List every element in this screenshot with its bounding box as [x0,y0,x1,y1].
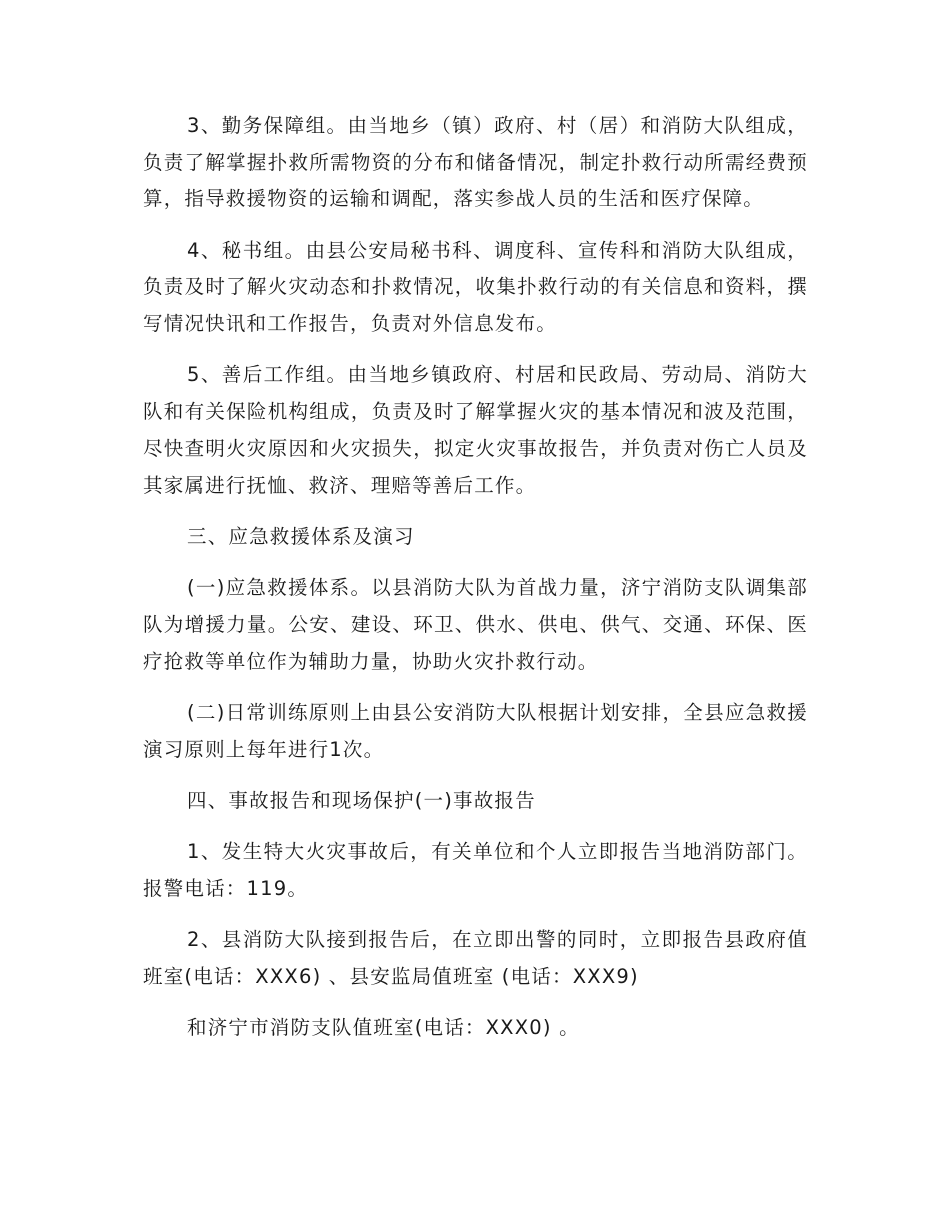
section-heading-accident-report: 四、事故报告和现场保护(一)事故报告 [187,788,536,812]
section-heading-rescue-system: 三、应急救援体系及演习 [187,524,415,548]
paragraph-daily-training: (二)日常训练原则上由县公安消防大队根据计划安排，全县应急救援演习原则上每年进行1次。 [143,700,808,761]
paragraph-rescue-system: (一)应急救援体系。以县消防大队为首战力量，济宁消防支队调集部队为增援力量。公安、建设、环卫、供水、供电、供气、交通、环保、医疗抢救等单位作为辅助力量，协助火灾扑救行动。 [143,576,808,673]
paragraph-aftermath-group: 5、善后工作组。由当地乡镇政府、村居和民政局、劳动局、消防大队和有关保险机构组成，负责及时了解掌握火灾的基本情况和波及范围，尽快查明火灾原因和火灾损失，拟定火灾事故报告，并负责对伤亡人员及其家属进行抚恤、救济、理赔等善后工作。 [143,363,808,497]
paragraph-report-step-1: 1、发生特大火灾事故后，有关单位和个人立即报告当地消防部门。报警电话：119。 [143,840,808,900]
paragraph-report-step-2: 2、县消防大队接到报告后，在立即出警的同时，立即报告县政府值班室(电话：XXX6) 、县安监局值班室 (电话：XXX9) [143,928,808,988]
paragraph-report-continuation: 和济宁市消防支队值班室(电话：XXX0) 。 [187,1016,580,1040]
paragraph-logistics-group: 3、勤务保障组。由当地乡（镇）政府、村（居）和消防大队组成，负责了解掌握扑救所需物资的分布和储备情况，制定扑救行动所需经费预算，指导救援物资的运输和调配，落实参战人员的生活和医疗保障。 [143,114,808,211]
paragraph-secretariat-group: 4、秘书组。由县公安局秘书科、调度科、宣传科和消防大队组成，负责及时了解火灾动态和扑救情况，收集扑救行动的有关信息和资料，撰写情况快讯和工作报告，负责对外信息发布。 [143,238,808,336]
document-body [143,108,808,1061]
